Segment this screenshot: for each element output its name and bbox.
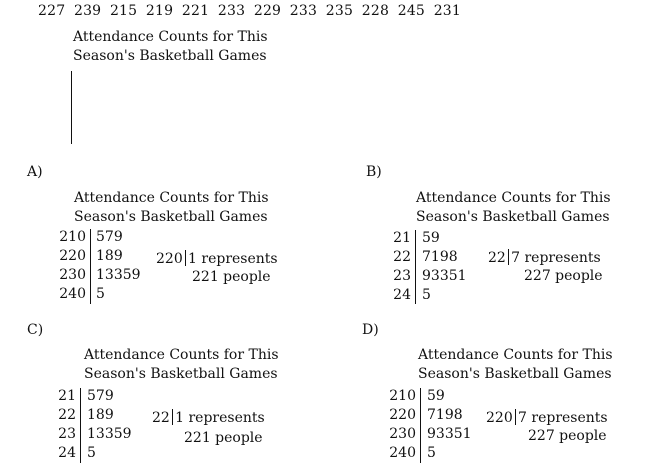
option-c-title-line-1: Attendance Counts for This <box>84 347 279 363</box>
option-b-stem-3: 23 <box>393 268 411 284</box>
option-c-key <box>152 409 265 426</box>
option-a-key-bar <box>185 250 186 266</box>
option-a-leaf-4: 5 <box>96 286 105 302</box>
option-b-key-leaf: 7 represents <box>511 250 601 266</box>
option-a-title <box>74 189 269 227</box>
option-c-label[interactable]: C) <box>27 322 44 338</box>
option-c-stem-3: 23 <box>58 426 76 442</box>
option-d-leaf-3: 93351 <box>427 426 472 442</box>
option-b-leaf-1: 59 <box>422 230 440 246</box>
option-d-stem-4: 240 <box>389 445 416 461</box>
option-c-title <box>84 346 279 384</box>
option-a-leaf-2: 189 <box>96 248 123 264</box>
option-b-stem-4: 24 <box>393 287 411 303</box>
option-c-leaf-4: 5 <box>87 445 96 461</box>
option-a-leaf-3: 13359 <box>96 267 141 283</box>
option-c-title-line-2: Season's Basketball Games <box>84 366 278 382</box>
option-a-leaf-1: 579 <box>96 229 123 245</box>
option-c-stem-4: 24 <box>58 445 76 461</box>
option-b-key-stem: 22 <box>488 250 506 266</box>
option-d-stem-2: 220 <box>389 407 416 423</box>
option-c-stem-2: 22 <box>58 407 76 423</box>
option-d-key-leaf: 7 represents <box>518 410 608 426</box>
option-a-key-leaf: 1 represents <box>188 251 278 267</box>
question-title-line-2: Season's Basketball Games <box>73 48 267 64</box>
option-c-key-bar <box>172 409 173 425</box>
option-d-divider <box>420 388 421 463</box>
option-a-stem-3: 230 <box>59 267 86 283</box>
option-a-stem-1: 210 <box>59 229 86 245</box>
question-stem-divider <box>71 71 72 144</box>
option-a-label[interactable]: A) <box>27 164 43 180</box>
option-d-key-value: 227 people <box>528 428 607 444</box>
option-d-stem-1: 210 <box>389 388 416 404</box>
option-d-leaf-4: 5 <box>427 445 436 461</box>
question-title-line-1: Attendance Counts for This <box>73 29 268 45</box>
option-d-key-stem: 220 <box>486 410 513 426</box>
option-d-label[interactable]: D) <box>362 322 379 338</box>
option-c-stem-1: 21 <box>58 388 76 404</box>
option-b-divider <box>415 230 416 304</box>
question-plot-title <box>73 28 268 66</box>
option-b-leaf-2: 7198 <box>422 249 458 265</box>
option-c-key-leaf: 1 represents <box>175 410 265 426</box>
option-a-divider <box>90 229 91 304</box>
option-c-leaf-3: 13359 <box>87 426 132 442</box>
option-a-title-line-1: Attendance Counts for This <box>74 190 269 206</box>
option-b-leaf-3: 93351 <box>422 268 467 284</box>
option-b-leaf-4: 5 <box>422 287 431 303</box>
option-d-key <box>486 409 608 426</box>
option-c-key-value: 221 people <box>184 430 263 446</box>
option-a-key-stem: 220 <box>156 251 183 267</box>
option-b-stem-1: 21 <box>393 230 411 246</box>
option-d-title-line-1: Attendance Counts for This <box>418 347 613 363</box>
option-c-key-stem: 22 <box>152 410 170 426</box>
option-b-key-bar <box>508 249 509 265</box>
option-a-key <box>156 250 278 267</box>
option-d-stem-3: 230 <box>389 426 416 442</box>
option-d-leaf-1: 59 <box>427 388 445 404</box>
option-b-title-line-2: Season's Basketball Games <box>416 209 610 225</box>
option-c-divider <box>80 388 81 463</box>
option-a-key-value: 221 people <box>192 269 271 285</box>
option-c-leaf-1: 579 <box>87 388 114 404</box>
option-d-leaf-2: 7198 <box>427 407 463 423</box>
option-b-label[interactable]: B) <box>366 164 382 180</box>
option-b-key-value: 227 people <box>524 268 603 284</box>
option-b-title-line-1: Attendance Counts for This <box>416 190 611 206</box>
option-a-stem-4: 240 <box>59 286 86 302</box>
option-d-title-line-2: Season's Basketball Games <box>418 366 612 382</box>
option-b-stem-2: 22 <box>393 249 411 265</box>
option-d-title <box>418 346 613 384</box>
option-c-leaf-2: 189 <box>87 407 114 423</box>
option-b-title <box>416 189 611 227</box>
option-a-stem-2: 220 <box>59 248 86 264</box>
option-d-key-bar <box>515 409 516 425</box>
data-values: 227 239 215 219 221 233 229 233 235 228 245 231 <box>38 3 462 19</box>
option-a-title-line-2: Season's Basketball Games <box>74 209 268 225</box>
option-b-key <box>488 249 601 266</box>
